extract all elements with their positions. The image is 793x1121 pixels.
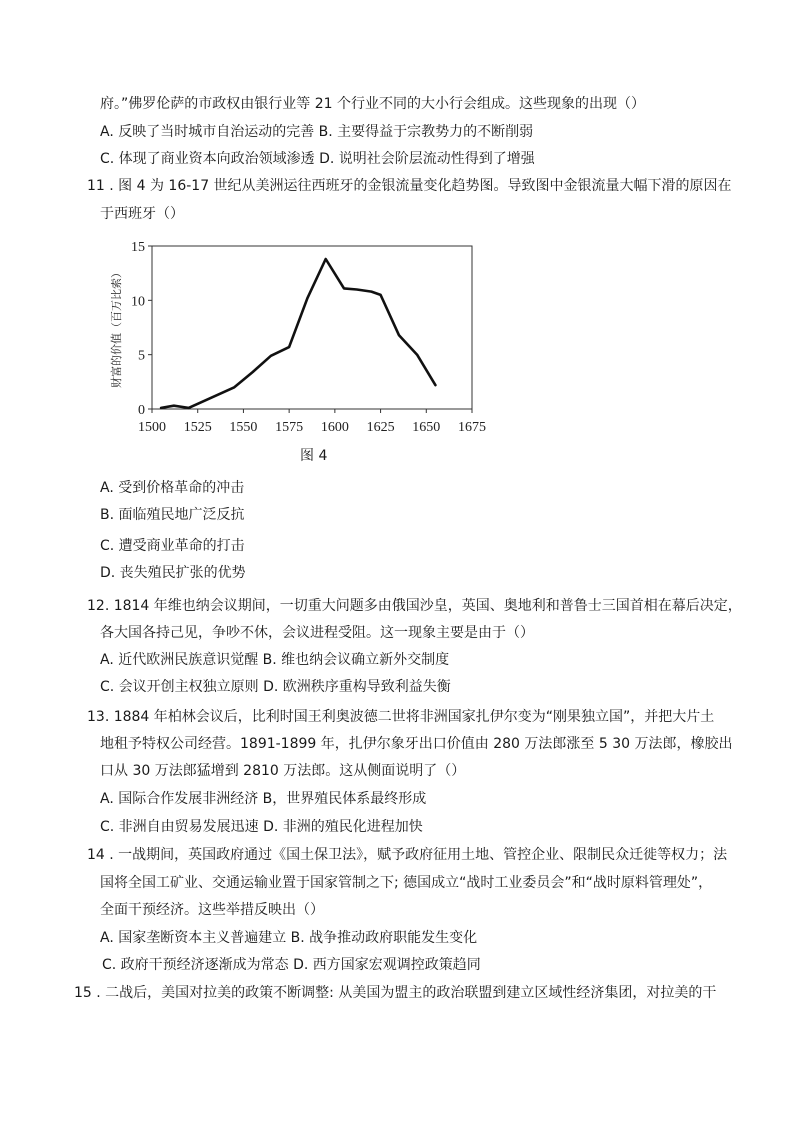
option-line: A. 反映了当时城市自治运动的完善 B. 主要得益于宗教势力的不断削弱 [100, 124, 534, 140]
x-tick-label: 1550 [229, 420, 258, 435]
option-line: A. 国家垄断资本主义普遍建立 B. 战争推动政府职能发生变化 [100, 930, 478, 946]
x-tick-label: 1525 [183, 420, 212, 435]
text-line: 口从 30 万法郎猛增到 2810 万法郎。这从侧面说明了（） [100, 763, 466, 779]
gold-silver-flow-chart [100, 236, 500, 466]
option-line: A. 国际合作发展非洲经济 B，世界殖民体系最终形成 [100, 791, 427, 807]
y-tick-label: 0 [138, 403, 145, 418]
y-axis-label: 财富的价值（百万比索） [110, 267, 123, 388]
x-tick-label: 1675 [458, 420, 486, 435]
option-line: A. 近代欧洲民族意识觉醒 B. 维也纳会议确立新外交制度 [100, 652, 450, 668]
x-tick-label: 1575 [275, 420, 304, 435]
option-line: C. 遭受商业革命的打击 [100, 538, 245, 554]
y-tick-label: 5 [138, 348, 145, 364]
y-tick-label: 10 [131, 294, 145, 310]
option-line: C. 政府干预经济逐渐成为常态 D. 西方国家宏观调控政策趋同 [102, 957, 481, 973]
text-line: 国将全国工矿业、交通运输业置于国家管制之下; 德国成立“战时工业委员会”和“战时原料管理处”， [100, 875, 713, 891]
option-line: C. 非洲自由贸易发展迅速 D. 非洲的殖民化进程加快 [100, 819, 423, 835]
text-line: 全面干预经济。这些举措反映出（） [100, 902, 324, 918]
x-tick-label: 1650 [412, 420, 441, 435]
text-line: 地租予特权公司经营。1891-1899 年，扎伊尔象牙出口价值由 280 万法郎涨至 5 30 万法郎，橡胶出 [100, 736, 733, 752]
option-line: B. 面临殖民地广泛反抗 [100, 507, 245, 523]
text-line: 府。”佛罗伦萨的市政权由银行业等 21 个行业不同的大小行会组成。这些现象的出现（） [100, 96, 645, 112]
option-line: C. 会议开创主权独立原则 D. 欧洲秩序重构导致利益失衡 [100, 679, 451, 695]
option-line: A. 受到价格革命的冲击 [100, 480, 245, 496]
option-line: C. 体现了商业资本向政治领域渗透 D. 说明社会阶层流动性得到了增强 [100, 151, 535, 167]
series-line [161, 259, 435, 408]
option-line: D. 丧失殖民扩张的优势 [100, 565, 246, 581]
x-tick-label: 1600 [320, 420, 349, 435]
question-13: 13. 1884 年柏林会议后，比利时国王利奥波德二世将非洲国家扎伊尔变为“刚果独立国”，并把大片土 [87, 709, 715, 725]
question-14: 14 . 一战期间，英国政府通过《国土保卫法》，赋予政府征用土地、管控企业、限制民众迁徙等权力；法 [87, 847, 728, 863]
y-tick-label: 15 [131, 240, 145, 255]
question-11: 11 . 图 4 为 16-17 世纪从美洲运往西班牙的金银流量变化趋势图。导致图中金银流量大幅下滑的原因在 [87, 178, 732, 194]
figure-caption: 图 4 [300, 448, 328, 464]
text-line: 各大国各持己见，争吵不休，会议进程受阻。这一现象主要是由于（） [100, 625, 534, 641]
plot-frame [152, 246, 472, 409]
x-tick-label: 1500 [138, 420, 166, 435]
text-line: 于西班牙（） [100, 206, 184, 222]
question-12: 12. 1814 年维也纳会议期间，一切重大问题多由俄国沙皇，英国、奥地利和普鲁士三国首相在幕后决定， [87, 598, 742, 614]
x-tick-label: 1625 [366, 420, 395, 435]
question-15: 15 . 二战后，美国对拉美的政策不断调整: 从美国为盟主的政治联盟到建立区域性经济集团，对拉美的干 [74, 985, 717, 1001]
